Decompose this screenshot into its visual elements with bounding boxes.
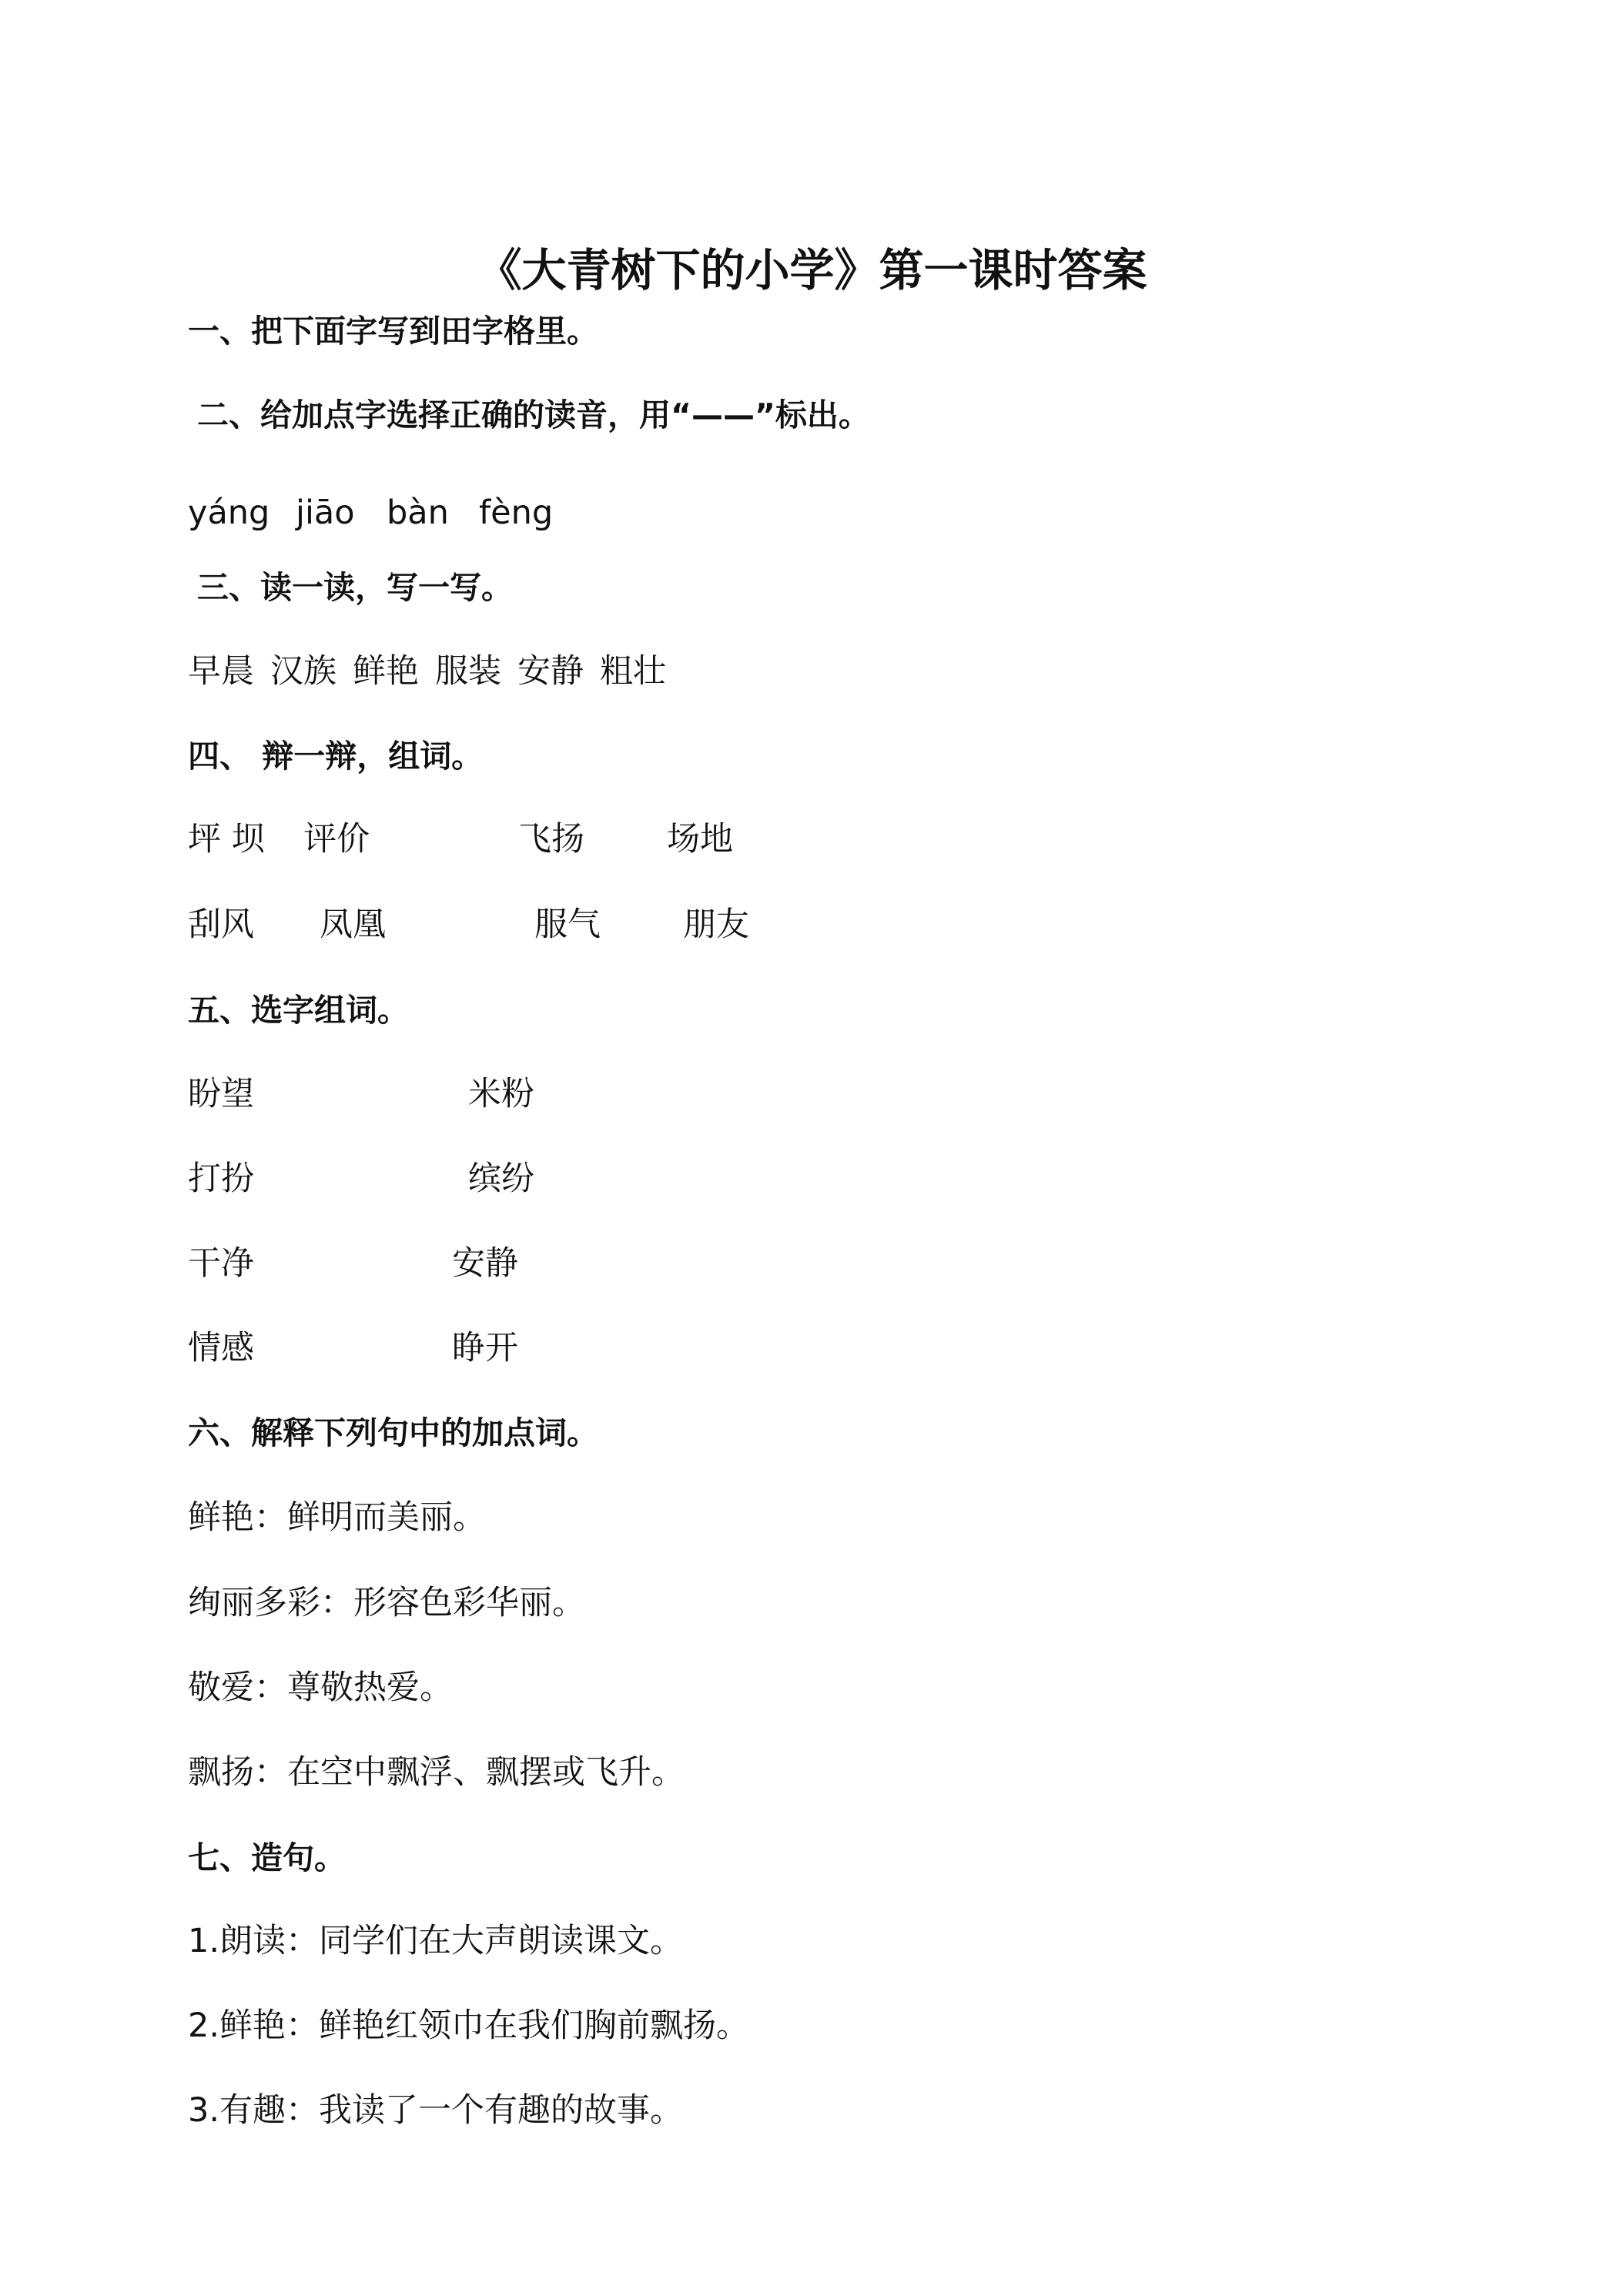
section-1-heading: 一、把下面字写到田字格里。 xyxy=(188,313,598,350)
word-item: 打扮 xyxy=(188,1160,254,1198)
word-item: 干净 xyxy=(188,1244,254,1283)
page-title: 《大青树下的小学》第一课时答案 xyxy=(477,244,1147,296)
sentence-item: 1.朗读：同学们在大声朗读课文。 xyxy=(188,1922,684,1960)
word-item: 盼望 xyxy=(188,1075,254,1113)
word-item: 场地 xyxy=(667,820,733,858)
section-4-heading: 四、 辩一辩，组词。 xyxy=(188,738,484,775)
word-item: 凤凰 xyxy=(320,905,386,944)
section-6-heading: 六、解释下列句中的加点词。 xyxy=(188,1414,598,1451)
word-item: 服装 xyxy=(435,652,501,691)
word-item: 飞扬 xyxy=(518,820,584,858)
word-item: 米粉 xyxy=(468,1075,534,1113)
word-item: 安静 xyxy=(452,1244,518,1283)
sentence-item: 2.鲜艳：鲜艳红领巾在我们胸前飘扬。 xyxy=(188,2006,750,2045)
pinyin-2: jiāo xyxy=(296,494,355,532)
word-item: 鲜艳 xyxy=(353,652,419,691)
pinyin-1: yáng xyxy=(188,494,270,532)
word-item: 坪 坝 xyxy=(188,820,265,858)
definition-item: 绚丽多彩：形容色彩华丽。 xyxy=(188,1584,585,1622)
section-7-heading: 七、造句。 xyxy=(188,1839,346,1876)
word-item: 情感 xyxy=(188,1329,254,1367)
definition-item: 敬爱：尊敬热爱。 xyxy=(188,1668,453,1707)
section-3-heading: 三、读一读，写一写。 xyxy=(197,569,513,606)
pinyin-3: bàn xyxy=(387,494,449,532)
definition-item: 飘扬：在空中飘浮、飘摆或飞升。 xyxy=(188,1753,685,1792)
word-item: 粗壮 xyxy=(600,652,666,691)
word-item: 缤纷 xyxy=(468,1160,534,1198)
word-item: 睁开 xyxy=(452,1329,518,1367)
word-item: 刮风 xyxy=(188,905,254,944)
section-5-heading: 五、选字组词。 xyxy=(188,992,409,1029)
word-item: 朋友 xyxy=(683,905,749,944)
section-2-heading: 二、给加点字选择正确的读音，用“——”标出。 xyxy=(197,397,870,433)
word-item: 评价 xyxy=(303,820,370,858)
sentence-item: 3.有趣：我读了一个有趣的故事。 xyxy=(188,2091,684,2130)
word-item: 服气 xyxy=(534,905,601,944)
pinyin-4: fèng xyxy=(479,494,554,532)
word-item: 安静 xyxy=(517,652,584,691)
word-item: 早晨 xyxy=(188,652,254,691)
word-item: 汉族 xyxy=(270,652,337,691)
definition-item: 鲜艳：鲜明而美丽。 xyxy=(188,1498,486,1537)
